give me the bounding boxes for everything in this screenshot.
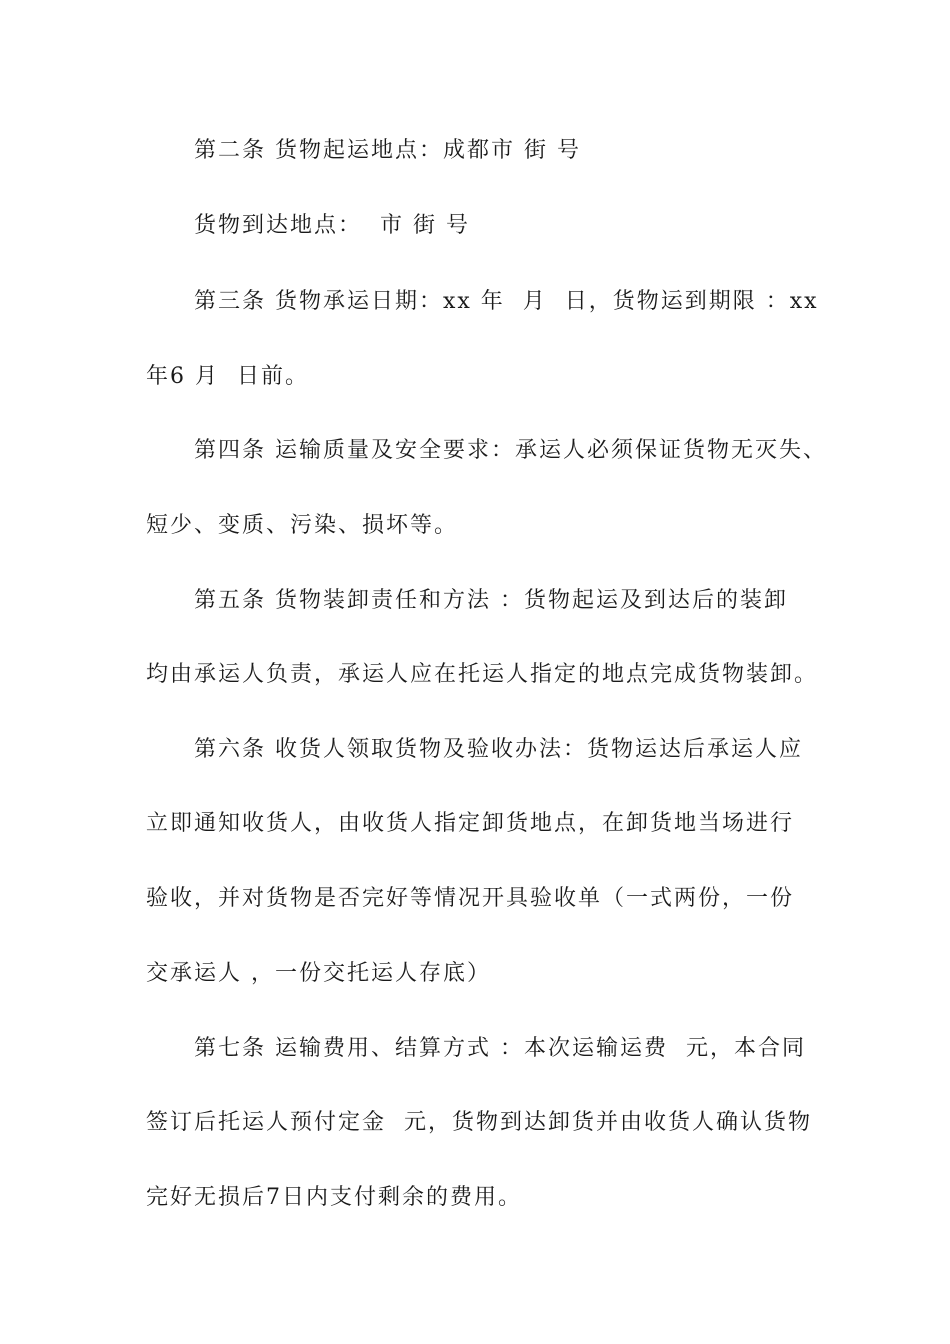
clause-6-line-3: 验收，并对货物是否完好等情况开具验收单（一式两份，一份	[146, 886, 795, 911]
clause-3-line-2: 年6 月 日前。	[146, 364, 309, 389]
clause-6-line-2: 立即通知收货人，由收货人指定卸货地点，在卸货地当场进行	[146, 811, 795, 836]
clause-2-line-1: 第二条 货物起运地点：成都市 街 号	[194, 138, 581, 163]
clause-5-line-2: 均由承运人负责，承运人应在托运人指定的地点完成货物装卸。	[146, 662, 819, 687]
clause-7-line-1: 第七条 运输费用、结算方式 ：本次运输运费 元，本合同	[194, 1036, 806, 1061]
clause-6-line-1: 第六条 收货人领取货物及验收办法：货物运达后承运人应	[194, 737, 803, 762]
clause-5-line-1: 第五条 货物装卸责任和方法 ：货物起运及到达后的装卸	[194, 588, 788, 613]
clause-3-line-1: 第三条 货物承运日期：xx 年 月 日，货物运到期限 ：xx	[194, 289, 819, 314]
clause-4-line-2: 短少、变质、污染、损坏等。	[146, 513, 459, 538]
clause-7-line-3: 完好无损后7日内支付剩余的费用。	[146, 1185, 522, 1210]
clause-4-line-1: 第四条 运输质量及安全要求：承运人必须保证货物无灭失、	[194, 438, 827, 463]
clause-7-line-2: 签订后托运人预付定金 元，货物到达卸货并由收货人确认货物	[146, 1110, 812, 1135]
clause-6-line-4: 交承运人 ，一份交托运人存底）	[146, 961, 491, 986]
clause-2-line-2: 货物到达地点： 市 街 号	[194, 213, 470, 238]
